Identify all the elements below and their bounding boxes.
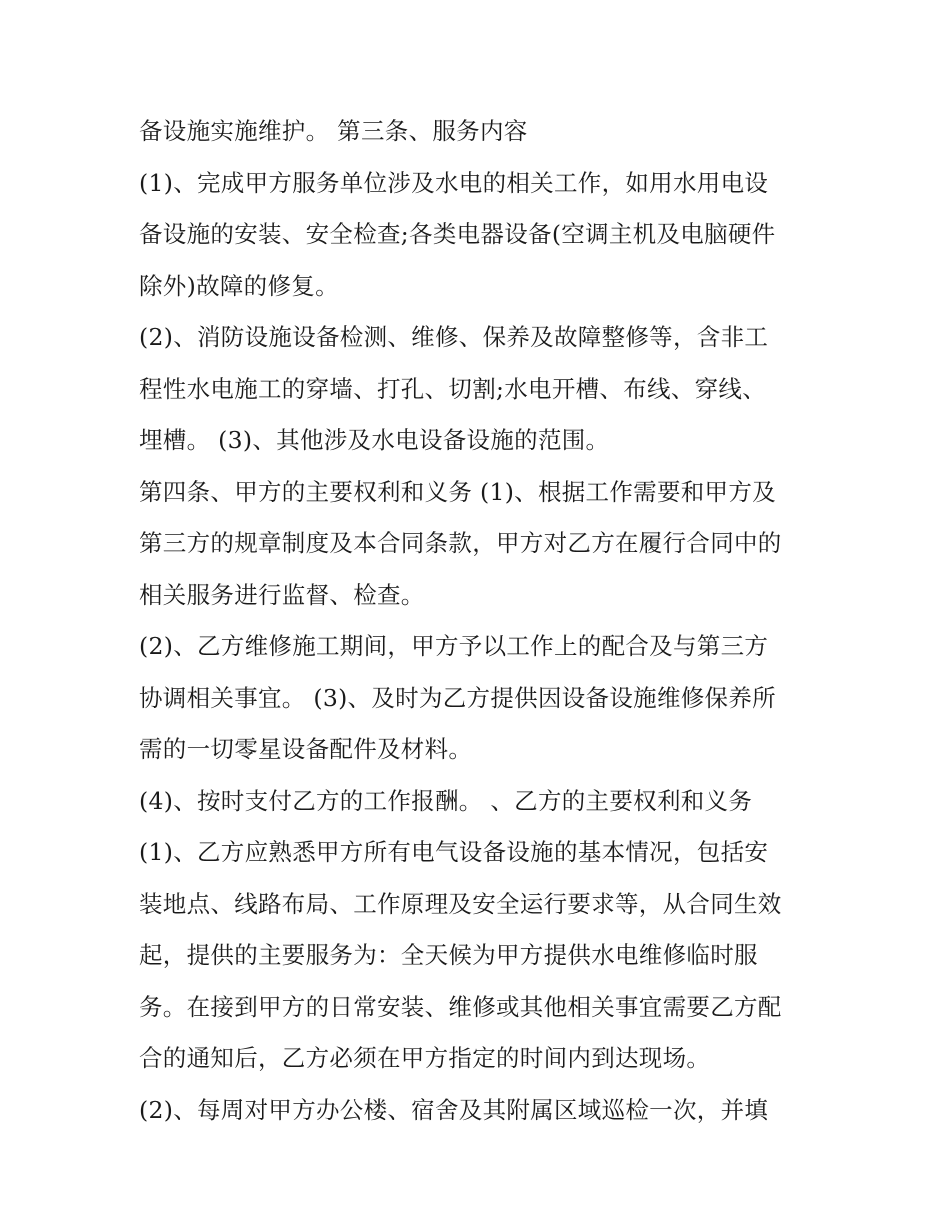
text-line-20: (2)、每周对甲方办公楼、宿舍及其附属区域巡检一次，并填 (139, 1095, 769, 1124)
text-line-4: 除外)故障的修复。 (139, 271, 339, 300)
text-line-18: 务。在接到甲方的日常安装、维修或其他相关事宜需要乙方配 (139, 992, 782, 1021)
document-body (139, 106, 829, 1136)
text-line-8: 第四条、甲方的主要权利和义务 (1)、根据工作需要和甲方及 (139, 477, 776, 506)
text-line-14: (4)、按时支付乙方的工作报酬。 、乙方的主要权利和义务 (139, 786, 753, 815)
text-line-7: 埋槽。 (3)、其他涉及水电设备设施的范围。 (139, 426, 610, 454)
text-line-9: 第三方的规章制度及本合同条款，甲方对乙方在履行合同中的 (139, 529, 782, 557)
text-line-16: 装地点、线路布局、工作原理及安全运行要求等，从合同生效 (139, 889, 782, 918)
text-line-12: 协调相关事宜。 (3)、及时为乙方提供因设备设施维修保养所 (139, 683, 776, 712)
text-line-3: 备设施的安装、安全检查;各类电器设备(空调主机及电脑硬件 (139, 220, 776, 248)
text-line-5: (2)、消防设施设备检测、维修、保养及故障整修等，含非工 (139, 323, 769, 351)
text-line-19: 合的通知后，乙方必须在甲方指定的时间内到达现场。 (139, 1044, 711, 1072)
text-line-10: 相关服务进行监督、检查。 (139, 580, 425, 609)
text-line-13: 需的一切零星设备配件及材料。 (139, 735, 473, 763)
text-line-11: (2)、乙方维修施工期间，甲方予以工作上的配合及与第三方 (139, 632, 769, 660)
text-line-6: 程性水电施工的穿墙、打孔、切割;水电开槽、布线、穿线、 (139, 374, 767, 403)
text-line-17: 起，提供的主要服务为：全天候为甲方提供水电维修临时服 (139, 941, 758, 969)
text-line-1: 备设施实施维护。 第三条、服务内容 (139, 117, 528, 145)
text-line-15: (1)、乙方应熟悉甲方所有电气设备设施的基本情况，包括安 (139, 838, 769, 866)
text-line-2: (1)、完成甲方服务单位涉及水电的相关工作，如用水用电设 (139, 168, 769, 197)
